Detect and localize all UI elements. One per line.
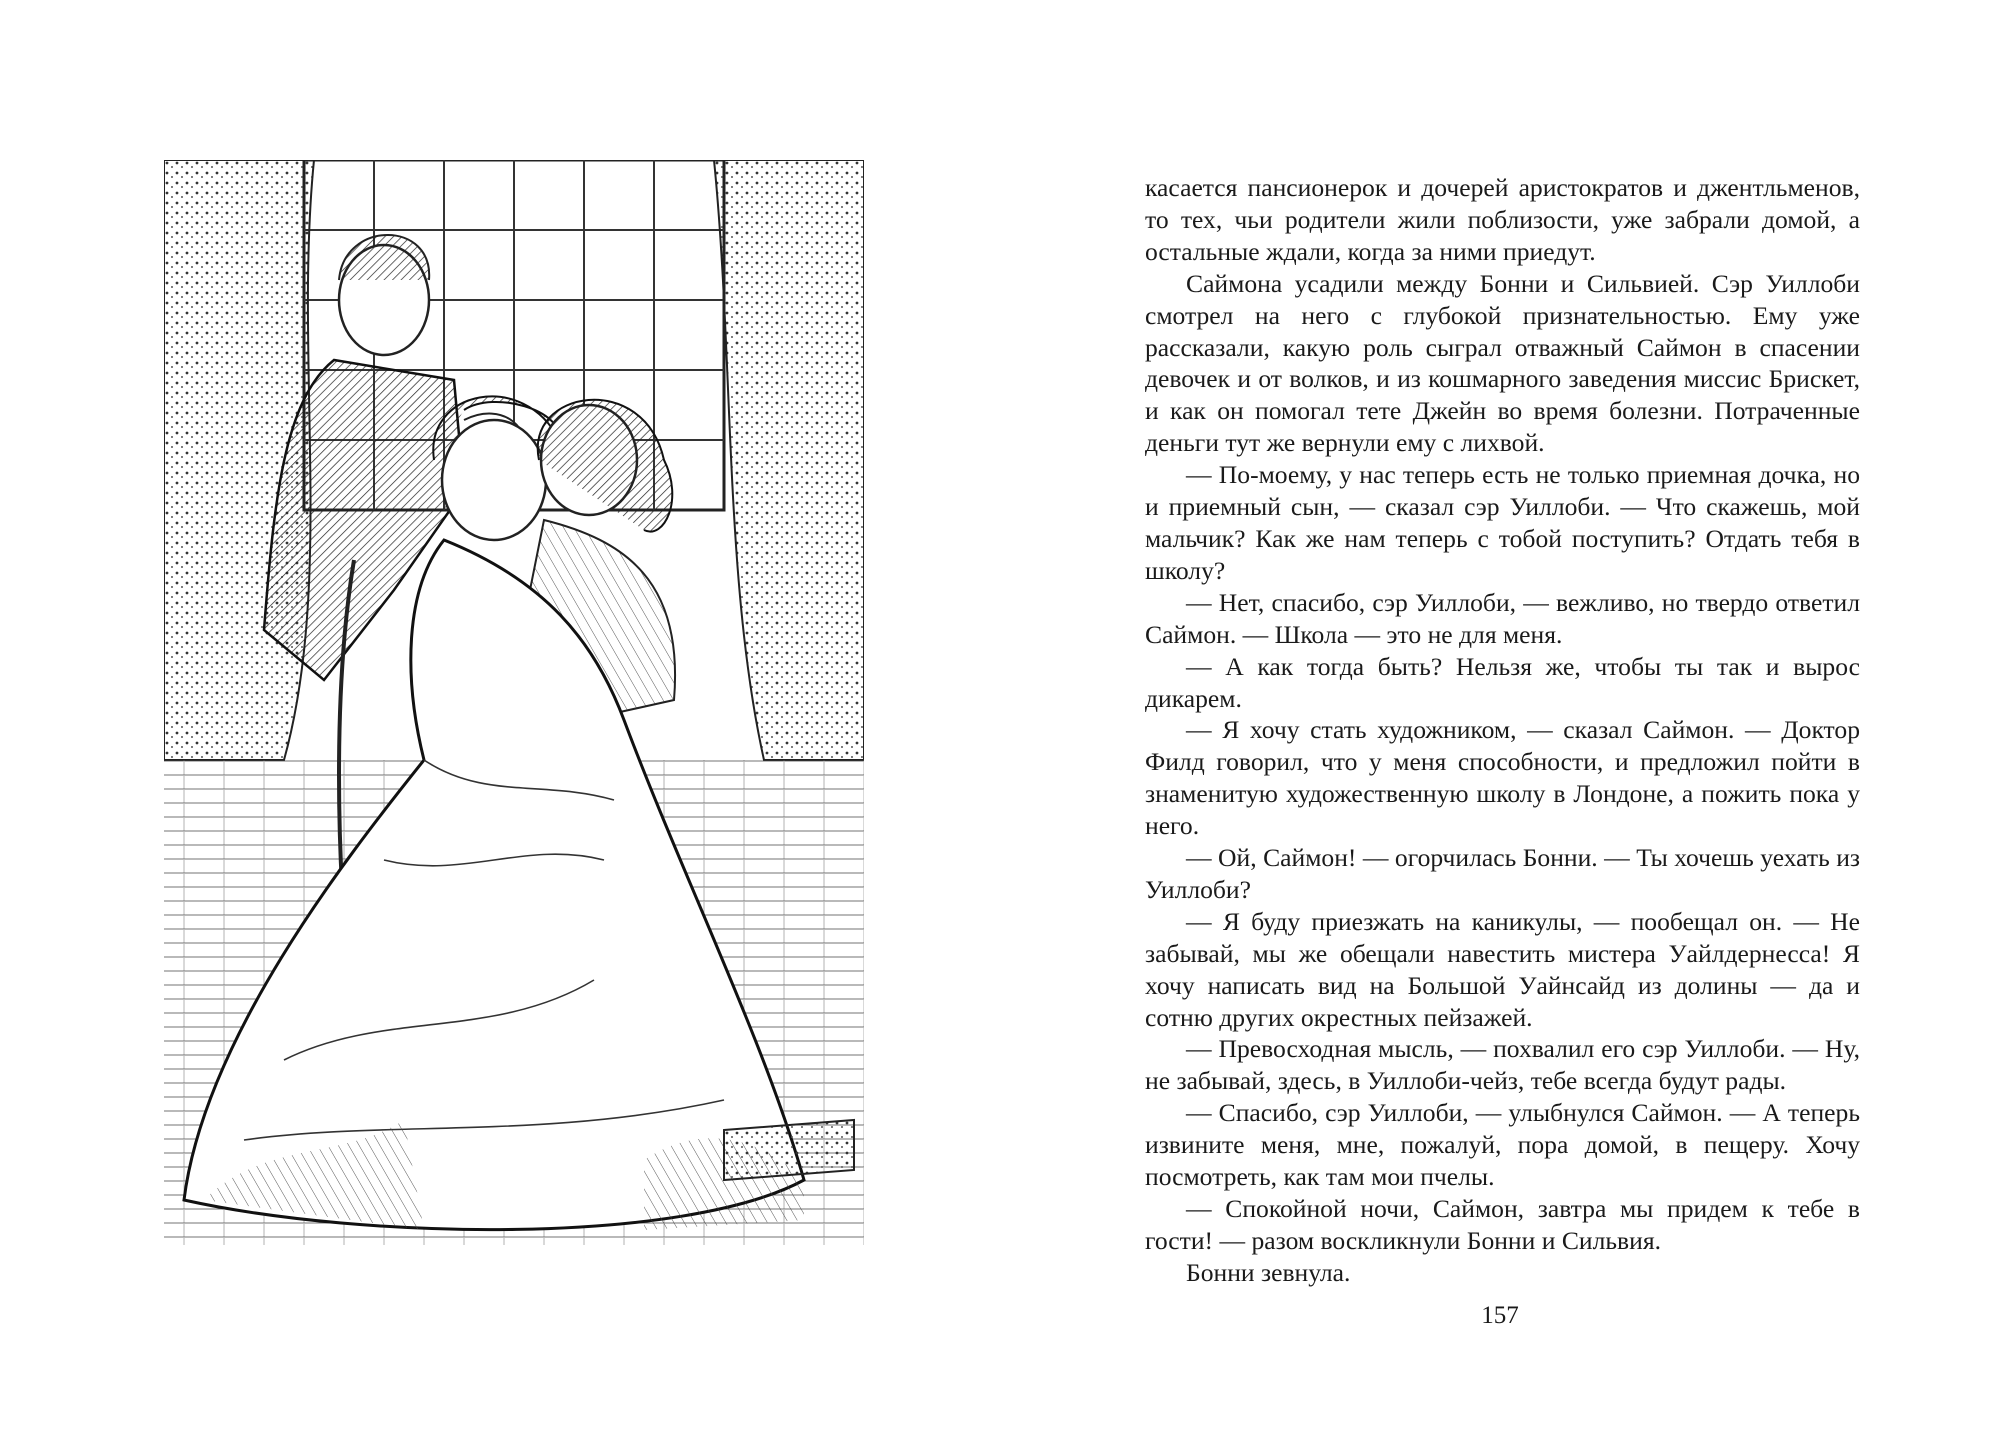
paragraph: Бонни зевнула. bbox=[1186, 1257, 1351, 1287]
paragraph: — А как тогда быть? Нельзя же, чтобы ты так и вырос дикарем. bbox=[1145, 651, 1860, 713]
engraving-illustration-icon bbox=[164, 160, 864, 1245]
paragraph: — По-моему, у нас теперь есть не только приемная дочка, но и приемный сын, — сказал сэр Уиллоби. — Что скажешь, мой мальчик? Как же нам теперь с тобой поступить? Отдать тебя в школу? bbox=[1145, 460, 1860, 585]
paragraph: — Я хочу стать художником, — сказал Саймон. — Доктор Филд говорил, что у меня способности, и предложил пойти в знаменитую художественную школу в Лондоне, а пожить пока у него. bbox=[1145, 715, 1860, 841]
paragraph: Саймона усадили между Бонни и Сильвией. Сэр Уиллоби смотрел на него с глубокой признательностью. Ему уже рассказали, какую роль сыграл отважный Саймон в спасении девочек и от волков, и из кошмарного заведения миссис Брискет, и как он помогал тете Джейн во время болезни. Потраченные деньги тут же вернули ему с лихвой. bbox=[1145, 268, 1860, 458]
paragraph: — Спасибо, сэр Уиллоби, — улыбнулся Саймон. — А теперь извините меня, мне, пожалуй, пора домой, в пещеру. Хочу посмотреть, как там мои пчелы. bbox=[1145, 1098, 1860, 1192]
paragraph: — Я буду приезжать на каникулы, — пообещал он. — Не забывай, мы же обещали навестить мистера Уайлдернесса! Я хочу написать вид на Большой Уайнсайд из долины — да и сотню других окрестных пейзажей. bbox=[1145, 906, 1860, 1032]
paragraph: касается пансионерок и дочерей аристократов и джентльменов, то тех, чьи родители жили поблизости, уже забрали домой, а остальные ждали, когда за ними приедут. bbox=[1145, 173, 1860, 266]
body-text bbox=[1145, 172, 1860, 1289]
paragraph: — Нет, спасибо, сэр Уиллоби, — вежливо, но твердо ответил Саймон. — Школа — это не для меня. bbox=[1145, 587, 1860, 649]
paragraph: — Спокойной ночи, Саймон, завтра мы придем к тебе в гости! — разом воскликнули Бонни и Сильвия. bbox=[1145, 1194, 1860, 1255]
page-number: 157 bbox=[1481, 1302, 1519, 1329]
paragraph: — Ой, Саймон! — огорчилась Бонни. — Ты хочешь уехать из Уиллоби? bbox=[1145, 843, 1860, 904]
paragraph: — Превосходная мысль, — похвалил его сэр Уиллоби. — Ну, не забывай, здесь, в Уиллоби-чейз, тебе всегда будут рады. bbox=[1145, 1034, 1860, 1096]
